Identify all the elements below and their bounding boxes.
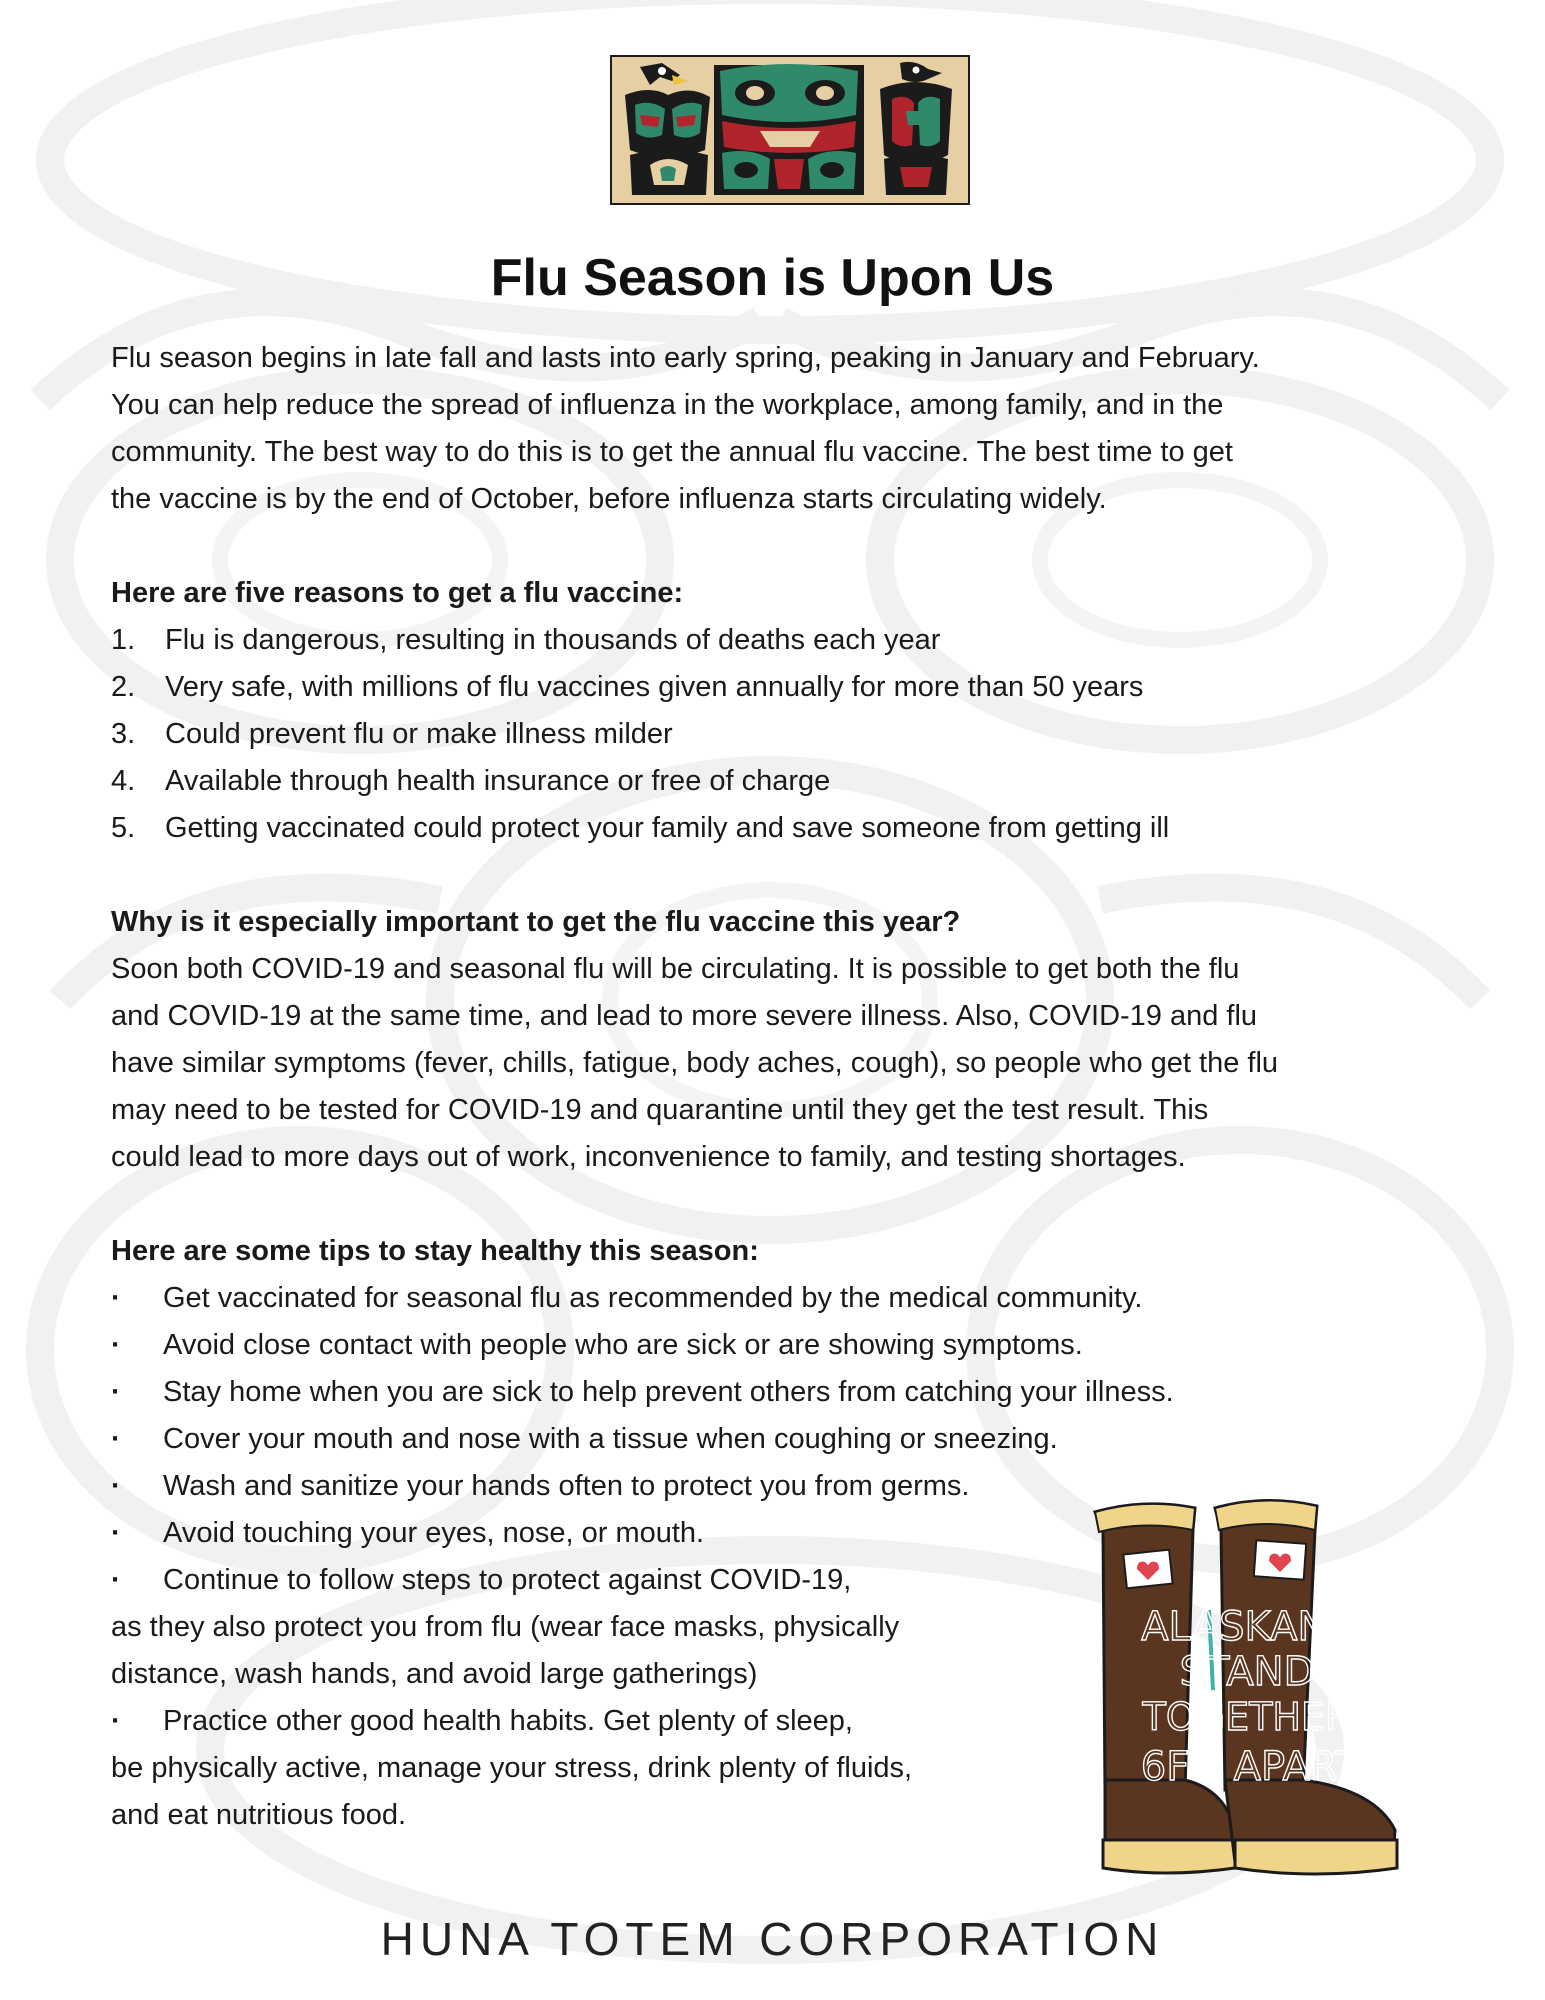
spacer — [111, 852, 1461, 899]
tip-continuation: as they also protect you from flu (wear face masks, physically — [111, 1611, 900, 1643]
tip-continuation: and eat nutritious food. — [111, 1799, 407, 1831]
lettering-line: ALASKANS — [1141, 1604, 1353, 1650]
tip-text: · Wash and sanitize your hands often to protect you from germs. — [111, 1463, 1461, 1510]
list-item-text: Could prevent flu or make illness milder — [165, 718, 673, 750]
list-item — [111, 664, 1461, 711]
footer-company-name: HUNA TOTEM CORPORATION — [380, 1913, 1165, 1965]
tip-item — [111, 1322, 1461, 1369]
list-number: 4. — [111, 765, 136, 797]
list-number: 1. — [111, 624, 136, 656]
tip-text: · Avoid touching your eyes, nose, or mouth. — [111, 1510, 1461, 1557]
list-item — [111, 758, 1461, 805]
tip-item — [111, 1416, 1461, 1463]
list-number: 3. — [111, 718, 136, 750]
spacer — [111, 1181, 1461, 1228]
lettering-line: TOGETHER — [1142, 1695, 1352, 1739]
tip-text: · Practice other good health habits. Get plenty of sleep, — [111, 1698, 1461, 1745]
intro-line: Flu season begins in late fall and lasts into early spring, peaking in January and February. — [111, 342, 1260, 374]
intro-line: community. The best way to do this is to get the annual flu vaccine. The best time to get — [111, 436, 1233, 468]
boots-lettering — [1141, 1604, 1360, 1790]
list-item — [111, 711, 1461, 758]
page-title: Flu Season is Upon Us — [490, 249, 1055, 307]
list-item — [111, 617, 1461, 664]
lettering-line: STAND — [1179, 1649, 1315, 1695]
intro-paragraph — [111, 335, 1461, 523]
tip-text: · Stay home when you are sick to help prevent others from catching your illness. — [111, 1369, 1461, 1416]
importance-line: may need to be tested for COVID-19 and quarantine until they get the test result. This — [111, 1094, 1209, 1126]
list-item-text: Flu is dangerous, resulting in thousands of deaths each year — [165, 624, 941, 656]
tips-heading: Here are some tips to stay healthy this season: — [111, 1235, 759, 1267]
tip-text: · Continue to follow steps to protect against COVID-19, — [111, 1557, 1461, 1604]
importance-line: and COVID-19 at the same time, and lead to more severe illness. Also, COVID-19 and flu — [111, 1000, 1258, 1032]
tip-continuation: distance, wash hands, and avoid large gatherings) — [111, 1658, 758, 1690]
importance-heading: Why is it especially important to get the flu vaccine this year? — [111, 906, 961, 938]
importance-paragraph — [111, 946, 1461, 1181]
tip-item — [111, 1369, 1461, 1416]
reasons-heading: Here are five reasons to get a flu vaccine: — [111, 577, 684, 609]
list-item-text: Very safe, with millions of flu vaccines given annually for more than 50 years — [165, 671, 1144, 703]
list-item-text: Available through health insurance or free of charge — [165, 765, 831, 797]
list-item-text: Getting vaccinated could protect your family and save someone from getting ill — [165, 812, 1170, 844]
importance-line: Soon both COVID-19 and seasonal flu will be circulating. It is possible to get both the flu — [111, 953, 1240, 985]
spacer — [111, 523, 1461, 570]
list-number: 5. — [111, 812, 136, 844]
tip-text: · Cover your mouth and nose with a tissue when coughing or sneezing. — [111, 1416, 1461, 1463]
intro-line: You can help reduce the spread of influenza in the workplace, among family, and in the — [111, 389, 1224, 421]
tip-text: · Avoid close contact with people who are sick or are showing symptoms. — [111, 1322, 1461, 1369]
totem-logo-banner — [610, 55, 970, 205]
tip-continuation: be physically active, manage your stress, drink plenty of fluids, — [111, 1752, 913, 1784]
reasons-list — [111, 617, 1461, 852]
importance-line: have similar symptoms (fever, chills, fatigue, body aches, cough), so people who get the flu — [111, 1047, 1279, 1079]
central-formline-figure — [714, 64, 864, 195]
list-item — [111, 805, 1461, 852]
list-number: 2. — [111, 671, 136, 703]
intro-line: the vaccine is by the end of October, before influenza starts circulating widely. — [111, 483, 1107, 515]
boots-illustration — [1085, 1490, 1415, 1880]
tip-text: · Get vaccinated for seasonal flu as recommended by the medical community. — [111, 1275, 1461, 1322]
importance-line: could lead to more days out of work, inconvenience to family, and testing shortages. — [111, 1141, 1186, 1173]
lettering-line: 6FT. APART — [1140, 1744, 1360, 1790]
tip-item — [111, 1275, 1461, 1322]
